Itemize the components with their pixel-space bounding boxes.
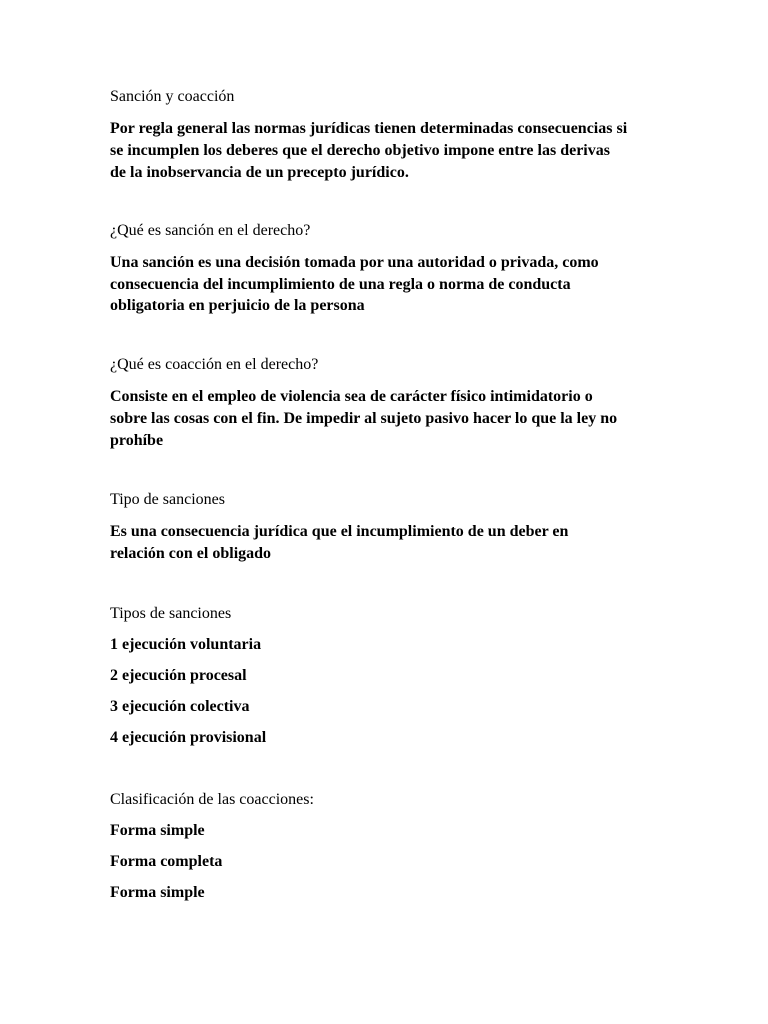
- section-heading-tipos-de-sanciones: Tipos de sanciones: [110, 605, 232, 622]
- list-item: Forma simple: [110, 884, 205, 901]
- paragraph-line: Es una consecuencia jurídica que el incumplimiento de un deber en: [110, 523, 569, 540]
- paragraph-line: Una sanción es una decisión tomada por una autoridad o privada, como: [110, 254, 599, 271]
- paragraph-line: Consiste en el empleo de violencia sea de carácter físico intimidatorio o: [110, 388, 593, 405]
- list-item: 4 ejecución provisional: [110, 729, 267, 746]
- list-item: 3 ejecución colectiva: [110, 698, 250, 715]
- section-heading-tipo-de-sanciones: Tipo de sanciones: [110, 491, 225, 508]
- list-item: Forma completa: [110, 853, 223, 870]
- paragraph-line: consecuencia del incumplimiento de una regla o norma de conducta: [110, 276, 571, 293]
- paragraph-line: sobre las cosas con el fin. De impedir al sujeto pasivo hacer lo que la ley no: [110, 410, 618, 427]
- section-heading-que-es-coaccion: ¿Qué es coacción en el derecho?: [110, 356, 319, 373]
- paragraph-line: de la inobservancia de un precepto jurídico.: [110, 164, 409, 181]
- list-item: 2 ejecución procesal: [110, 667, 247, 684]
- list-item: 1 ejecución voluntaria: [110, 636, 262, 653]
- section-heading-clasificacion-coacciones: Clasificación de las coacciones:: [110, 791, 314, 808]
- paragraph-line: obligatoria en perjuicio de la persona: [110, 297, 365, 314]
- paragraph-line: relación con el obligado: [110, 545, 272, 562]
- section-heading-que-es-sancion: ¿Qué es sanción en el derecho?: [110, 222, 311, 239]
- section-heading-sancion-y-coaccion: Sanción y coacción: [110, 88, 235, 105]
- paragraph-line: prohíbe: [110, 432, 164, 449]
- paragraph-line: Por regla general las normas jurídicas tienen determinadas consecuencias si: [110, 120, 628, 137]
- list-item: Forma simple: [110, 822, 205, 839]
- paragraph-line: se incumplen los deberes que el derecho objetivo impone entre las derivas: [110, 142, 610, 159]
